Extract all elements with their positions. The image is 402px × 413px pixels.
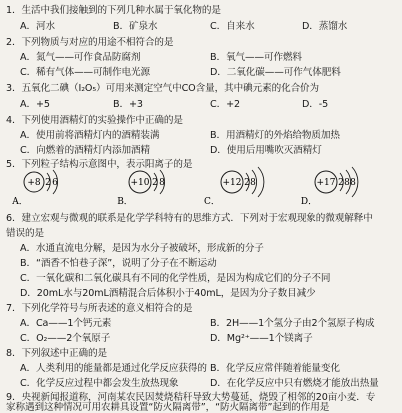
q4-stem: 4．下列使用酒精灯的实验操作中正确的是 [6, 115, 183, 126]
q6-stem-line-2: 错误的是 [6, 228, 44, 239]
q1-option-a: A．河水 [20, 21, 55, 32]
q7-option-a: A．Ca——1个钙元素 [20, 318, 112, 329]
q8-option-d: D．在化学反应中只有燃烧才能放出热量 [210, 378, 379, 389]
q1-option-d: D．蒸馏水 [302, 21, 348, 32]
atom-a-shell-2: 6 [52, 178, 58, 188]
q2-option-d: D．二氧化碳——可作气体肥料 [210, 67, 341, 78]
atom-b-shell-2: 8 [159, 178, 165, 188]
q9-stem-line-1: 9．央视新闻报道称，河南某农民因焚烧秸秆导致大势蔓延，烧毁了相邻的20亩小麦．专 [6, 392, 376, 403]
atom-diagram-d [301, 167, 358, 207]
atom-diagram-a [11, 170, 58, 207]
atom-c-shell-2: 8 [250, 178, 256, 188]
q7-option-c: C．O₂——2个氧原子 [20, 333, 111, 344]
q8-option-b: B．化学反应常伴随着能量变化 [210, 363, 340, 374]
q1-option-c: C．自来水 [210, 21, 255, 32]
atom-structure-diagrams [0, 159, 402, 208]
atom-b-label: B． [117, 197, 133, 207]
atom-c-nucleus: +12 [222, 178, 242, 188]
q2-option-b: B．氧气——可作燃料 [210, 52, 302, 63]
q2-option-c: C．稀有气体——可制作电光源 [20, 67, 151, 78]
q2-option-a: A．氮气——可作食品防腐剂 [20, 52, 141, 63]
atom-d-shell-3: 8 [350, 178, 356, 188]
atom-c-label: C． [204, 197, 220, 207]
q8-option-a: A．人类利用的能量都是通过化学反应获得的 [20, 363, 207, 374]
q9-stem-line-2: 家称遇到这种情况可用农耕具设置“防火隔离带”，“防火隔离带”起到的作用是 [6, 402, 330, 413]
atom-a-nucleus: +8 [27, 178, 41, 188]
q6-option-c: C．一氧化碳和二氧化碳具有不同的化学性质，是因为构成它们的分子不同 [20, 273, 331, 284]
q3-option-d: D．-5 [302, 99, 329, 110]
atom-diagram-b [117, 170, 165, 207]
q3-option-b: B．+3 [113, 99, 143, 110]
q6-option-b: B．“酒香不怕巷子深”，说明了分子在不断运动 [20, 258, 217, 269]
q3-option-c: C．+2 [210, 99, 241, 110]
atom-c-shell-1: 2 [244, 178, 250, 188]
q8-stem: 8．下列叙述中正确的是 [6, 348, 107, 359]
atom-a-label: A． [12, 197, 28, 207]
q7-option-b: B．2H——1个氢分子由2个氢原子构成 [210, 318, 375, 329]
q1-stem: 1．生活中我们接触到的下列几种水属于氧化物的是 [6, 5, 221, 16]
atom-b-shell-1: 2 [152, 178, 158, 188]
q5-stem: 5．下列粒子结构示意图中，表示阳离子的是 [6, 159, 193, 170]
atom-b-nucleus: +10 [130, 178, 150, 188]
q2-stem: 2．下列物质与对应的用途不相符合的是 [6, 37, 174, 48]
q4-option-b: B．用酒精灯的外焰给物质加热 [210, 130, 340, 141]
q4-option-d: D．使用后用嘴吹灭酒精灯 [210, 145, 322, 156]
q1-option-b: B．矿泉水 [113, 21, 158, 32]
atom-d-nucleus: +17 [316, 178, 336, 188]
q3-stem: 3．五氧化二碘（I₂O₅）可用来测定空气中CO含量，其中碘元素的化合价为 [6, 83, 320, 94]
q4-option-a: A．使用前将酒精灯内的酒精装满 [20, 130, 160, 141]
atom-d-label: D． [300, 197, 318, 207]
q7-stem: 7．下列化学符号与所表述的意义相符合的是 [6, 303, 193, 314]
q8-option-c: C．化学反应过程中都会发生放热现象 [20, 378, 179, 389]
q3-option-a: A．+5 [20, 99, 50, 110]
q7-option-d: D．Mg²⁺——1个镁离子 [210, 333, 313, 344]
q4-option-c: C．向燃着的酒精灯内添加酒精 [20, 145, 151, 156]
q6-option-a: A．水通直流电分解，是因为水分子被破坏，形成新的分子 [20, 243, 264, 254]
atom-a-shell-1: 2 [45, 178, 51, 188]
atom-diagram-c [204, 167, 264, 207]
q6-option-d: D．20mL水与20mL酒精混合后体积小于40mL，是因为分子数目减少 [20, 288, 316, 299]
atom-d-shell-1: 2 [338, 178, 344, 188]
q6-stem-line-1: 6．建立宏观与微观的联系是化学学科特有的思维方式．下列对于宏观现象的微观解释中 [6, 213, 373, 224]
atom-d-shell-2: 8 [344, 178, 350, 188]
